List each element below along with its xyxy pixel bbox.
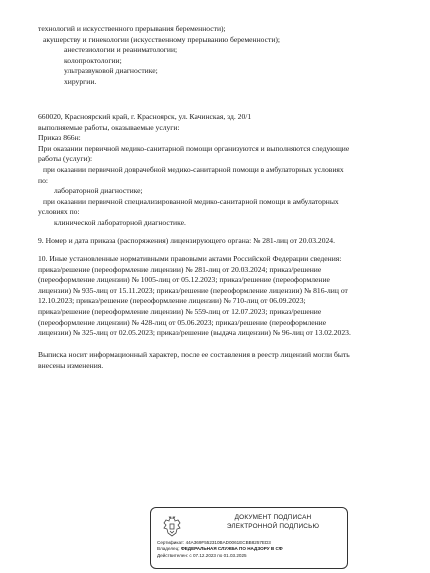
activity-item: хирургии.: [64, 76, 97, 86]
coat-of-arms-emblem: [159, 514, 185, 540]
disclaimer-text: внесены изменения.: [38, 360, 104, 370]
clinical-lab-diagnostics: клинической лабораторной диагностике.: [54, 217, 186, 227]
decision-line: лицензии) № 325-лиц от 02.05.2023; приказ/решение (выдача лицензии) № 96-лиц от 13.02.2023.: [38, 328, 351, 338]
stamp-title-line: ЭЛЕКТРОННОЙ ПОДПИСЬЮ: [226, 522, 320, 530]
stamp-details: [157, 540, 345, 559]
pre-doctor-care-cont: по:: [38, 175, 48, 185]
electronic-signature-stamp: [150, 507, 348, 569]
decision-line: (переоформление лицензии) № 428-лиц от 05.06.2023; приказ/решение (переоформление: [38, 317, 327, 327]
activities-list: [38, 24, 408, 88]
activity-item: технологий и искусственного прерывания беременности);: [38, 24, 226, 33]
decision-line: 12.10.2023; приказ/решение (переоформление лицензии) № 710-лиц от 06.09.2023;: [38, 296, 306, 306]
certificate-validity: Действителен: с 07.12.2023 по 01.03.2025: [157, 552, 247, 558]
item-10: [38, 254, 408, 339]
order-number-date: 9. Номер и дата приказа (распоряжения) лицензирующего органа: № 281-лиц от 20.03.2024.: [38, 236, 336, 245]
address-section: [38, 112, 408, 229]
decision-line: приказ/решение (переоформление лицензии) № 281-лиц от 20.03.2024; приказ/решение: [38, 264, 322, 274]
activity-item: акушерству и гинекологии (искусственному прерыванию беременности);: [43, 34, 281, 44]
lab-diagnostics: лабораторной диагностике;: [54, 186, 143, 196]
intro-text-cont: работы (услуги):: [38, 154, 93, 164]
specialized-care-cont: условиях по:: [38, 207, 80, 217]
intro-text: При оказании первичной медико-санитарной помощи организуются и выполняются следующие: [38, 143, 350, 153]
activity-item: анестезиологии и реаниматологии;: [64, 45, 178, 55]
order-label: Приказ 866н:: [38, 133, 81, 143]
disclaimer-text: Выписка носит информационный характер, после ее составления в реестр лицензий могли быть: [38, 350, 350, 359]
decision-line: лицензии) № 935-лиц от 15.11.2023; приказ/решение (переоформление лицензии) № 816-лиц от: [38, 285, 348, 295]
disclaimer: [38, 350, 408, 371]
decision-line: приказ/решение (переоформление лицензии) № 559-лиц от 12.07.2023; приказ/решение: [38, 306, 322, 316]
activity-item: колопроктологии;: [64, 55, 122, 65]
specialized-care: при оказании первичной специализированной медико-санитарной помощи в амбулаторных: [43, 196, 339, 206]
stamp-title: [203, 514, 343, 531]
owner-label: Владелец:: [157, 546, 180, 552]
pre-doctor-care: при оказании первичной доврачебной медико-санитарной помощи в амбулаторных условиях: [43, 164, 344, 174]
stamp-title-line: ДОКУМЕНТ ПОДПИСАН: [234, 514, 312, 521]
activity-item: ультразвуковой диагностике;: [64, 66, 158, 76]
certificate-number: Сертификат: 44A369F552310BAD0061ECBB8257ED3: [157, 540, 271, 545]
item-9: [38, 236, 408, 247]
item-10-heading: 10. Иные установленные нормативными правовыми актами Российской Федерации сведения:: [38, 254, 342, 263]
address: 660020, Красноярский край, г. Красноярск, ул. Качинская, зд. 20/1: [38, 112, 252, 121]
owner-name: ФЕДЕРАЛЬНАЯ СЛУЖБА ПО НАДЗОРУ В СФ: [180, 546, 283, 552]
decision-line: (переоформление лицензии) № 1005-лиц от 05.12.2023; приказ/решение (переоформление: [38, 275, 330, 285]
works-label: выполняемые работы, оказываемые услуги:: [38, 122, 180, 132]
